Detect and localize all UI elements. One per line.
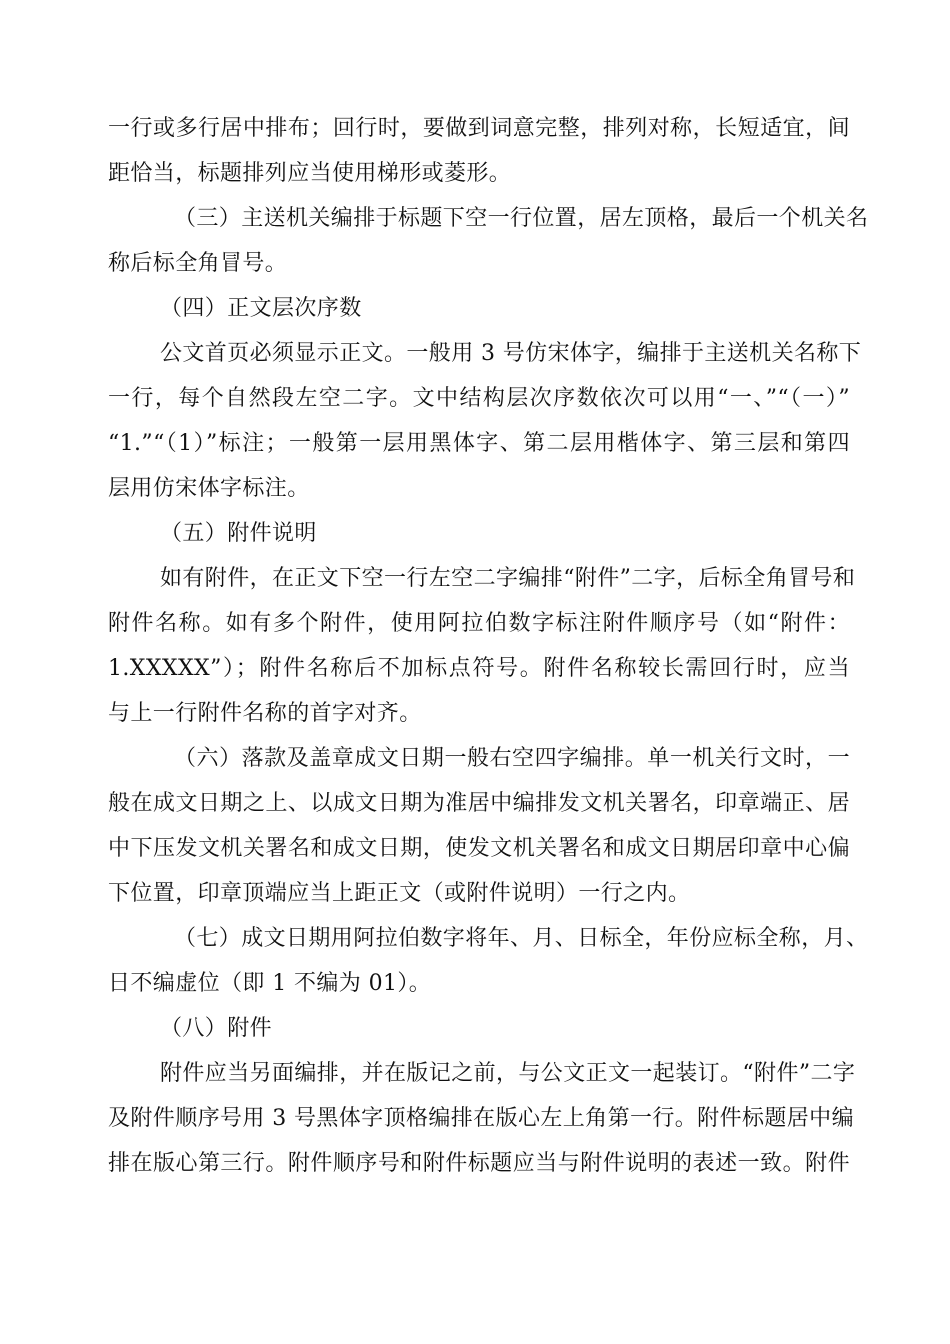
text-line: 一行或多行居中排布；回行时，要做到词意完整，排列对称，长短适宜，间: [108, 116, 850, 141]
text-line: 附件名称。如有多个附件，使用阿拉伯数字标注附件顺序号（如“附件：: [108, 611, 850, 636]
section-heading-4: （四）正文层次序数: [160, 296, 362, 321]
section-heading-8: （八）附件: [160, 1016, 273, 1041]
text-line: 距恰当，标题排列应当使用梯形或菱形。: [108, 161, 512, 186]
text-line: 日不编虚位（即 1 不编为 01）。: [108, 971, 432, 996]
text-line: 公文首页必须显示正文。一般用 3 号仿宋体字，编排于主送机关名称下: [160, 341, 862, 366]
section-heading-3: （三）主送机关编排于标题下空一行位置，居左顶格，最后一个机关名: [174, 206, 869, 231]
section-heading-6: （六）落款及盖章成文日期一般右空四字编排。单一机关行文时，一: [174, 746, 850, 771]
document-page: [108, 106, 869, 1186]
text-line: 附件应当另面编排，并在版记之前，与公文正文一起装订。“附件”二字: [160, 1061, 856, 1086]
text-line: “1.”“（1）”标注；一般第一层用黑体字、第二层用楷体字、第三层和第四: [108, 431, 850, 456]
section-heading-7: （七）成文日期用阿拉伯数字将年、月、日标全，年份应标全称，月、: [174, 926, 869, 951]
text-line: 及附件顺序号用 3 号黑体字顶格编排在版心左上角第一行。附件标题居中编: [108, 1106, 854, 1131]
text-line: 一行，每个自然段左空二字。文中结构层次序数依次可以用“一、”“（一）”: [108, 386, 850, 411]
text-line: 如有附件，在正文下空一行左空二字编排“附件”二字，后标全角冒号和: [160, 566, 856, 591]
section-heading-5: （五）附件说明: [160, 521, 317, 546]
text-line: 层用仿宋体字标注。: [108, 476, 310, 501]
text-line: 与上一行附件名称的首字对齐。: [108, 701, 422, 726]
text-line: 下位置，印章顶端应当上距正文（或附件说明）一行之内。: [108, 881, 691, 906]
text-line: 般在成文日期之上、以成文日期为准居中编排发文机关署名，印章端正、居: [108, 791, 850, 816]
text-line: 称后标全角冒号。: [108, 251, 288, 276]
text-line: 1.XXXXX”）；附件名称后不加标点符号。附件名称较长需回行时，应当: [108, 656, 850, 681]
text-line: 中下压发文机关署名和成文日期，使发文机关署名和成文日期居印章中心偏: [108, 836, 850, 861]
text-line: 排在版心第三行。附件顺序号和附件标题应当与附件说明的表述一致。附件: [108, 1151, 850, 1176]
